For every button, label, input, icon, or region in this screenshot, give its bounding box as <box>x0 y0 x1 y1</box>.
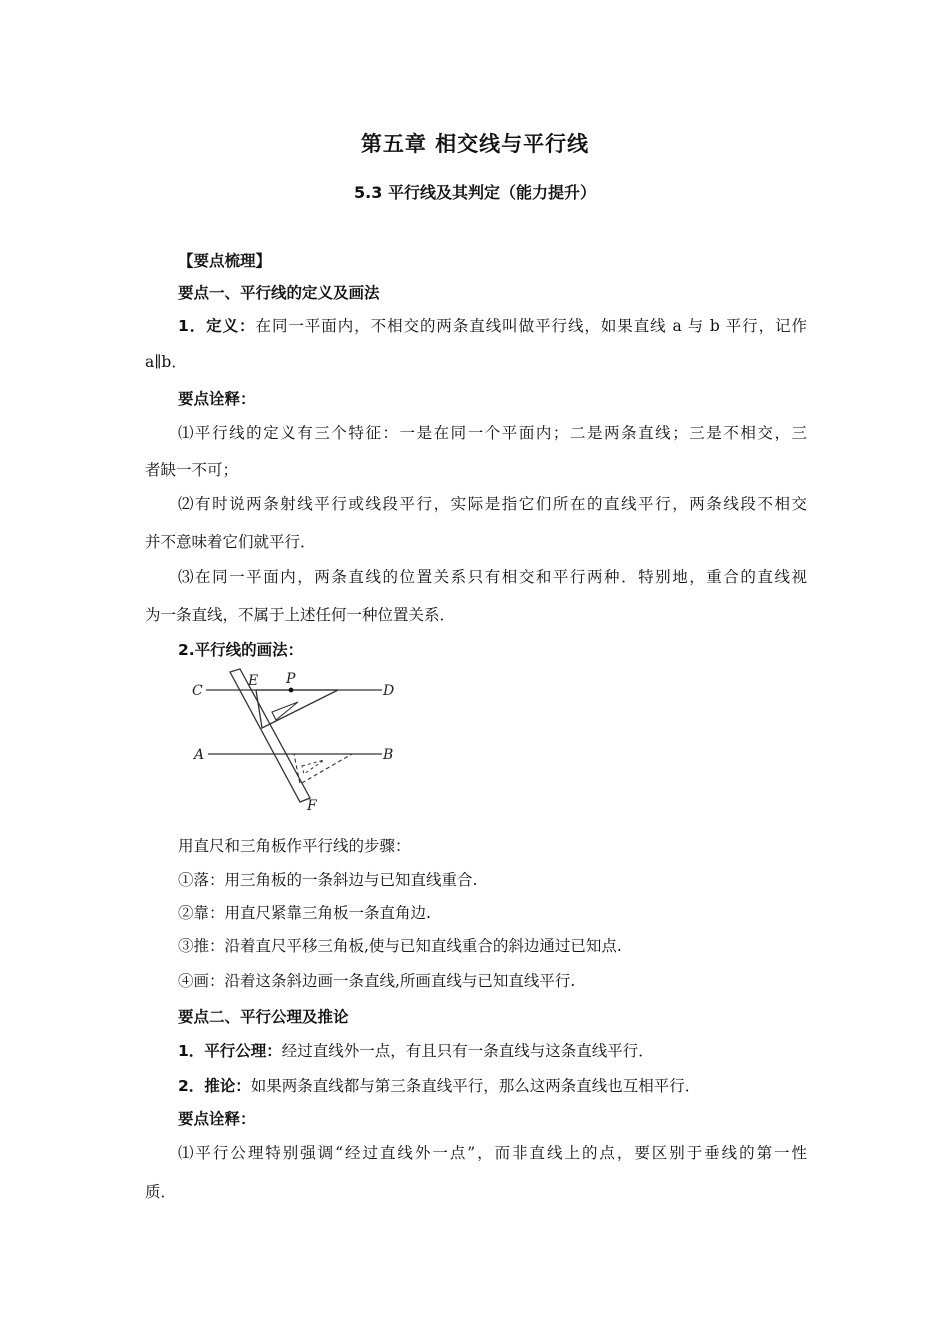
draw-header: 2.平行线的画法： <box>178 641 304 659</box>
corollary-text: 如果两条直线都与第三条直线平行，那么这两条直线也互相平行． <box>250 1077 701 1095</box>
note1-line1: ⑴平行线的定义有三个特征：一是在同一个平面内；二是两条直线；三是不相交，三 <box>178 424 807 442</box>
label-e: E <box>248 673 259 689</box>
definition-line1 <box>178 316 807 336</box>
note2-line2: 并不意味着它们就平行． <box>145 533 316 551</box>
definition-text: 在同一平面内，不相交的两条直线叫做平行线，如果直线 a 与 b 平行，记作 <box>255 317 807 335</box>
point-p <box>289 688 294 693</box>
definition-line2: a∥b． <box>145 353 187 371</box>
ruler-shape <box>230 669 310 802</box>
label-c: C <box>192 683 203 699</box>
axiom-line <box>178 1041 654 1061</box>
step-2: ②靠：用直尺紧靠三角板一条直角边. <box>178 904 431 922</box>
point1-header: 要点一、平行线的定义及画法 <box>178 284 380 302</box>
point2-header: 要点二、平行公理及推论 <box>178 1008 349 1026</box>
set-square-top-inner <box>272 702 298 720</box>
label-d: D <box>383 683 395 699</box>
note3-line2: 为一条直线，不属于上述任何一种位置关系． <box>145 606 456 624</box>
label-b: B <box>383 747 394 763</box>
axiom-label: 1．平行公理： <box>178 1042 282 1060</box>
note2-1-line2: 质． <box>145 1183 177 1201</box>
notes2-header: 要点诠释： <box>178 1110 256 1128</box>
note2-1-line1: ⑴平行公理特别强调“经过直线外一点”，而非直线上的点，要区别于垂线的第一性 <box>178 1144 807 1162</box>
section-title: 5.3 平行线及其判定（能力提升） <box>354 183 596 202</box>
label-f: F <box>307 798 317 814</box>
step-3: ③推：沿着直尺平移三角板,使与已知直线重合的斜边通过已知点. <box>178 937 622 955</box>
steps-intro: 用直尺和三角板作平行线的步骤： <box>178 837 411 855</box>
key-points-header: 【要点梳理】 <box>178 252 272 270</box>
definition-label: 1．定义： <box>178 317 256 335</box>
parallel-construction-figure <box>190 666 410 816</box>
note1-line2: 者缺一不可； <box>145 461 239 479</box>
axiom-text: 经过直线外一点，有且只有一条直线与这条直线平行． <box>281 1042 654 1060</box>
step-1: ①落：用三角板的一条斜边与已知直线重合. <box>178 871 478 889</box>
corollary-line <box>178 1076 700 1096</box>
set-square-bottom <box>294 754 352 784</box>
step-4: ④画：沿着这条斜边画一条直线,所画直线与已知直线平行. <box>178 972 576 990</box>
corollary-label: 2．推论： <box>178 1077 251 1095</box>
notes1-header: 要点诠释： <box>178 390 256 408</box>
note2-line1: ⑵有时说两条射线平行或线段平行，实际是指它们所在的直线平行，两条线段不相交 <box>178 495 807 513</box>
label-p: P <box>286 671 296 687</box>
note3-line1: ⑶在同一平面内，两条直线的位置关系只有相交和平行两种．特别地，重合的直线视 <box>178 568 807 586</box>
chapter-title: 第五章 相交线与平行线 <box>360 132 590 156</box>
label-a: A <box>194 747 205 763</box>
